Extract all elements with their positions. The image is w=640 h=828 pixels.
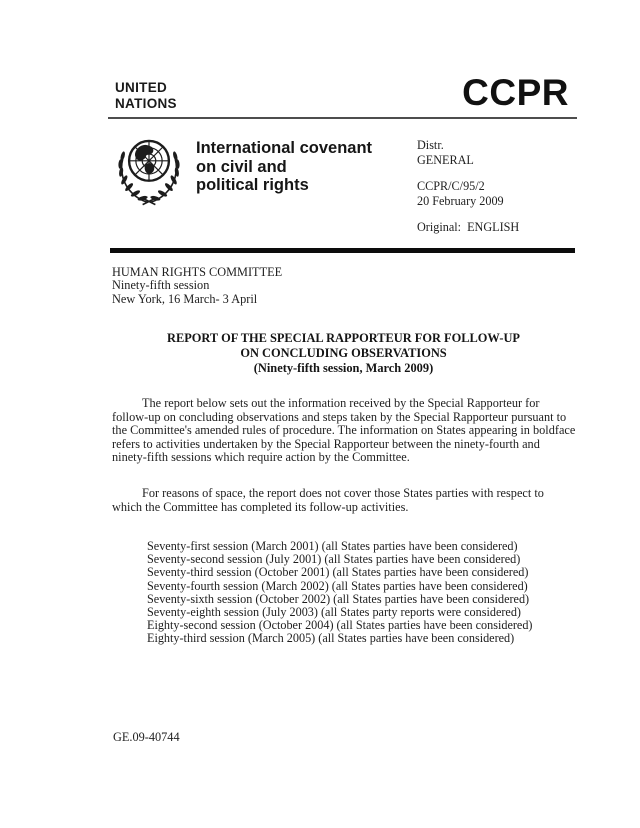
section-divider-bar bbox=[110, 248, 575, 253]
session-header bbox=[112, 266, 282, 306]
session-list-item: Seventy-eighth session (July 2003) (all States party reports were considered) bbox=[147, 605, 521, 620]
covenant-title bbox=[196, 139, 372, 195]
report-title bbox=[112, 331, 575, 377]
session-list-item: Eighty-third session (March 2005) (all States parties have been considered) bbox=[147, 631, 515, 646]
session-location-dates: New York, 16 March- 3 April bbox=[112, 291, 258, 306]
covenant-title-line3: political rights bbox=[196, 176, 309, 194]
session-list-item: Seventy-second session (July 2001) (all States parties have been considered) bbox=[147, 552, 521, 567]
doc-date: 20 February 2009 bbox=[417, 193, 504, 208]
un-name bbox=[115, 80, 177, 112]
header-rule bbox=[108, 117, 577, 119]
distr-value: GENERAL bbox=[417, 152, 474, 167]
covenant-title-line1: International covenant bbox=[196, 139, 373, 157]
session-list-item: Eighty-second session (October 2004) (all States parties have been considered) bbox=[147, 618, 533, 633]
body-paragraph-1: The report below sets out the information received by the Special Rapporteur for follow-up on concluding observations and steps taken by the Special Rapporteur pursuant to the Committee's amended rules of procedure. The information on States appearing in boldface refers to activities undertaken by the Special Rapporteur between the ninety-fourth and ninety-fifth sessions which require action by the Committee. bbox=[112, 396, 576, 465]
session-list-item: Seventy-first session (March 2001) (all States parties have been considered) bbox=[147, 539, 518, 553]
document-reference: GE.09-40744 bbox=[113, 730, 180, 744]
doc-symbol-group bbox=[417, 179, 519, 208]
body-paragraph-2: For reasons of space, the report does not cover those States parties with respect to which the Committee has completed its follow-up activities. bbox=[112, 486, 544, 514]
doc-symbol-large: CCPR bbox=[462, 72, 569, 113]
committee-name: HUMAN RIGHTS COMMITTEE bbox=[112, 265, 283, 279]
un-name-line1: UNITED bbox=[115, 80, 168, 95]
covenant-title-line2: on civil and bbox=[196, 157, 287, 176]
report-title-line3: (Ninety-fifth session, March 2009) bbox=[253, 361, 434, 376]
session-number: Ninety-fifth session bbox=[112, 278, 210, 293]
report-title-line1: REPORT OF THE SPECIAL RAPPORTEUR FOR FOLLOW-UP bbox=[167, 331, 520, 345]
session-list-item: Seventy-third session (October 2001) (all States parties have been considered) bbox=[147, 565, 529, 580]
un-name-line2: NATIONS bbox=[115, 96, 177, 111]
session-list-item: Seventy-fourth session (March 2002) (all States parties have been considered) bbox=[147, 578, 528, 593]
distr-group bbox=[417, 138, 519, 167]
distr-label: Distr. bbox=[417, 138, 444, 152]
original-language: Original: ENGLISH bbox=[417, 220, 520, 234]
distribution-block bbox=[417, 138, 519, 247]
report-title-line2: ON CONCLUDING OBSERVATIONS bbox=[240, 346, 447, 361]
doc-number: CCPR/C/95/2 bbox=[417, 179, 485, 193]
un-emblem-icon bbox=[109, 129, 189, 207]
session-list-item: Seventy-sixth session (October 2002) (all States parties have been considered) bbox=[147, 591, 530, 606]
session-list bbox=[147, 540, 532, 646]
